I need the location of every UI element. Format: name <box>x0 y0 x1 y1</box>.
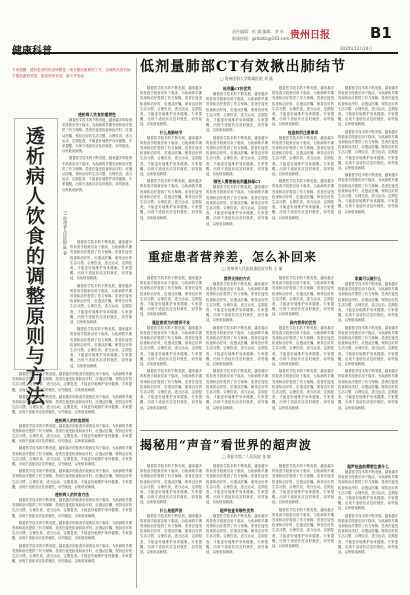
body-paragraph: 随着医学技术的不断发展，越来越多的检查手段被应用于临床，为疾病的早期发现和治疗提供了有力保障。患者在接受检查和治疗时，应遵从医嘱，保持良好的生活习惯，合理饮食，适当运动，定期复查，才能更好地维护身体健康。专家提醒，出现不适症状应及时就医，切勿拖延，以免耽误病情。 <box>272 369 334 410</box>
body-paragraph: 随着医学技术的不断发展，越来越多的检查手段被应用于临床，为疾病的早期发现和治疗提供了有力保障。患者在接受检查和治疗时，应遵从医嘱，保持良好的生活习惯，合理饮食，适当运动，定期复查，才能更好地维护身体健康。专家提醒，出现不适症状应及时就医，切勿拖延，以免耽误病情。 <box>206 369 268 410</box>
article1-byline: □ 贵州医科大学附属医院 刘 燕 <box>220 76 273 81</box>
left-article-title: 透析病人饮食的调整原则与方法 <box>23 126 45 406</box>
column-divider <box>136 58 137 588</box>
article3-subhead-1: 什么是超声波 <box>159 507 183 513</box>
article1-col-3 <box>272 86 334 236</box>
page-number: B1 <box>370 24 392 42</box>
body-paragraph: 随着医学技术的不断发展，越来越多的检查手段被应用于临床，为疾病的早期发现和治疗提供了有力保障。患者在接受检查和治疗时，应遵从医嘱，保持良好的生活习惯，合理饮食，适当运动，定期复查，才能更好地维护身体健康。专家提醒，出现不适症状应及时就医，切勿拖延，以免耽误病情。 <box>12 469 132 489</box>
left-subhead-3: 透析病人的饮食方法 <box>54 492 90 498</box>
body-paragraph: 随着医学技术的不断发展，越来越多的检查手段被应用于临床，为疾病的早期发现和治疗提供了有力保障。患者在接受检查和治疗时，应遵从医嘱，保持良好的生活习惯，合理饮食，适当运动，定期复查，才能更好地维护身体健康。专家提醒，出现不适症状应及时就医，切勿拖延，以免耽误病情。 <box>12 498 132 518</box>
header-rule <box>12 52 398 54</box>
article1-subhead-1: 什么是肺结节 <box>159 129 183 135</box>
article3-col-1 <box>140 464 202 588</box>
article-divider <box>140 240 398 241</box>
body-paragraph: 随着医学技术的不断发展，越来越多的检查手段被应用于临床，为疾病的早期发现和治疗提供了有力保障。患者在接受检查和治疗时，应遵从医嘱，保持良好的生活习惯，合理饮食，适当运动，定期复查，才能更好地维护身体健康。专家提醒，出现不适症状应及时就医，切勿拖延，以免耽误病情。 <box>272 464 334 505</box>
article3-col-4 <box>338 464 398 588</box>
date-line: 2020年12月24日 <box>340 46 373 51</box>
left-text-top <box>62 112 132 204</box>
body-paragraph: 随着医学技术的不断发展，越来越多的检查手段被应用于临床，为疾病的早期发现和治疗提供了有力保障。患者在接受检查和治疗时，应遵从医嘱，保持良好的生活习惯，合理饮食，适当运动，定期复查，才能更好地维护身体健康。专家提醒，出现不适症状应及时就医，切勿拖延，以免耽误病情。 <box>70 327 132 368</box>
body-paragraph: 随着医学技术的不断发展，越来越多的检查手段被应用于临床，为疾病的早期发现和治疗提供了有力保障。患者在接受检查和治疗时，应遵从医嘱，保持良好的生活习惯，合理饮食，适当运动，定期复查，才能更好地维护身体健康。专家提醒，出现不适症状应及时就医，切勿拖延，以免耽误病情。 <box>140 86 202 127</box>
body-paragraph: 随着医学技术的不断发展，越来越多的检查手段被应用于临床，为疾病的早期发现和治疗提供了有力保障。患者在接受检查和治疗时，应遵从医嘱，保持良好的生活习惯，合理饮食，适当运动，定期复查，才能更好地维护身体健康。专家提醒，出现不适症状应及时就医，切勿拖延，以免耽误病情。 <box>206 325 268 367</box>
body-paragraph: 随着医学技术的不断发展，越来越多的检查手段被应用于临床，为疾病的早期发现和治疗提供了有力保障。患者在接受检查和治疗时，应遵从医嘱，保持良好的生活习惯，合理饮食，适当运动，定期复查，才能更好地维护身体健康。专家提醒，出现不适症状应及时就医，切勿拖延，以免耽误病情。 <box>338 325 398 367</box>
article2-subhead-4: 家属可以做什么 <box>354 276 382 281</box>
article2-subhead-1: 重症患者为何营养不良 <box>152 319 190 325</box>
body-paragraph: 随着医学技术的不断发展，越来越多的检查手段被应用于临床，为疾病的早期发现和治疗提供了有力保障。患者在接受检查和治疗时，应遵从医嘱，保持良好的生活习惯，合理饮食，适当运动，定期复查，才能更好地维护身体健康。专家提醒，出现不适症状应及时就医，切勿拖延，以免耽误病情。 <box>272 135 334 177</box>
body-paragraph: 随着医学技术的不断发展，越来越多的检查手段被应用于临床，为疾病的早期发现和治疗提供了有力保障。患者在接受检查和治疗时，应遵从医嘱，保持良好的生活习惯，合理饮食，适当运动，定期复查，才能更好地维护身体健康。专家提醒，出现不适症状应及时就医，切勿拖延，以免耽误病情。 <box>140 325 202 367</box>
body-paragraph: 随着医学技术的不断发展，越来越多的检查手段被应用于临床，为疾病的早期发现和治疗提供了有力保障。患者在接受检查和治疗时，应遵从医嘱，保持良好的生活习惯，合理饮食，适当运动，定期复查，才能更好地维护身体健康。专家提醒，出现不适症状应及时就医，切勿拖延，以免耽误病情。 <box>70 240 132 281</box>
left-intro: 专家提醒：透析患者的饮食调整是一项长期而重要的工作，合理的饮食有助于提高透析效果、改善营养状况、减少并发症。 <box>12 68 131 78</box>
left-text-bottom <box>12 372 132 587</box>
body-paragraph: 随着医学技术的不断发展，越来越多的检查手段被应用于临床，为疾病的早期发现和治疗提供了有力保障。患者在接受检查和治疗时，应遵从医嘱，保持良好的生活习惯，合理饮食，适当运动，定期复查，才能更好地维护身体健康。专家提醒，出现不适症状应及时就医，切勿拖延，以免耽误病情。 <box>140 513 202 555</box>
body-paragraph: 随着医学技术的不断发展，越来越多的检查手段被应用于临床，为疾病的早期发现和治疗提供了有力保障。患者在接受检查和治疗时，应遵从医嘱，保持良好的生活习惯，合理饮食，适当运动，定期复查，才能更好地维护身体健康。专家提醒，出现不适症状应及时就医，切勿拖延，以免耽误病情。 <box>338 369 398 410</box>
article3-subhead-2: 超声检查有哪些优势 <box>219 507 255 513</box>
body-paragraph: 随着医学技术的不断发展，越来越多的检查手段被应用于临床，为疾病的早期发现和治疗提供了有力保障。患者在接受检查和治疗时，应遵从医嘱，保持良好的生活习惯，合理饮食，适当运动，定期复查，才能更好地维护身体健康。专家提醒，出现不适症状应及时就医，切勿拖延，以免耽误病情。 <box>140 369 202 410</box>
body-paragraph: 随着医学技术的不断发展，越来越多的检查手段被应用于临床，为疾病的早期发现和治疗提供了有力保障。患者在接受检查和治疗时，应遵从医嘱，保持良好的生活习惯，合理饮食，适当运动，定期复查，才能更好地维护身体健康。专家提醒，出现不适症状应及时就医，切勿拖延，以免耽误病情。 <box>272 179 334 220</box>
body-paragraph: 随着医学技术的不断发展，越来越多的检查手段被应用于临床，为疾病的早期发现和治疗提供了有力保障。患者在接受检查和治疗时，应遵从医嘱，保持良好的生活习惯，合理饮食，适当运动，定期复查，才能更好地维护身体健康。专家提醒，出现不适症状应及时就医，切勿拖延，以免耽误病情。 <box>62 156 132 192</box>
article1-subhead-3: 哪些人需要做低剂量肺部CT <box>213 179 261 185</box>
article2-subhead-3: 肠内营养的优势 <box>289 319 317 325</box>
body-paragraph: 随着医学技术的不断发展，越来越多的检查手段被应用于临床，为疾病的早期发现和治疗提供了有力保障。患者在接受检查和治疗时，应遵从医嘱，保持良好的生活习惯，合理饮食，适当运动，定期复查，才能更好地维护身体健康。专家提醒，出现不适症状应及时就医，切勿拖延，以免耽误病情。 <box>12 423 132 444</box>
article3-subhead-3: 超声检查前需要注意什么 <box>347 464 389 469</box>
article2-col-3 <box>272 276 334 428</box>
article2-col-1 <box>140 276 202 428</box>
body-paragraph: 随着医学技术的不断发展，越来越多的检查手段被应用于临床，为疾病的早期发现和治疗提供了有力保障。患者在接受检查和治疗时，应遵从医嘱，保持良好的生活习惯，合理饮食，适当运动，定期复查，才能更好地维护身体健康。专家提醒，出现不适症状应及时就医，切勿拖延，以免耽误病情。 <box>62 118 132 154</box>
body-paragraph: 随着医学技术的不断发展，越来越多的检查手段被应用于临床，为疾病的早期发现和治疗提供了有力保障。患者在接受检查和治疗时，应遵从医嘱，保持良好的生活习惯，合理饮食，适当运动，定期复查，才能更好地维护身体健康。专家提醒，出现不适症状应及时就医，切勿拖延，以免耽误病情。 <box>140 464 202 505</box>
article2-col-4 <box>338 276 398 428</box>
article3-byline: □ 贵阳市第二人民医院 张 敏 <box>222 454 271 459</box>
body-paragraph: 随着医学技术的不断发展，越来越多的检查手段被应用于临床，为疾病的早期发现和治疗提供了有力保障。患者在接受检查和治疗时，应遵从医嘱，保持良好的生活习惯，合理饮食，适当运动，定期复查，才能更好地维护身体健康。专家提醒，出现不适症状应及时就医，切勿拖延，以免耽误病情。 <box>206 185 268 226</box>
body-paragraph: 随着医学技术的不断发展，越来越多的检查手段被应用于临床，为疾病的早期发现和治疗提供了有力保障。患者在接受检查和治疗时，应遵从医嘱，保持良好的生活习惯，合理饮食，适当运动，定期复查，才能更好地维护身体健康。专家提醒，出现不适症状应及时就医，切勿拖延，以免耽误病情。 <box>70 283 132 325</box>
body-paragraph: 随着医学技术的不断发展，越来越多的检查手段被应用于临床，为疾病的早期发现和治疗提供了有力保障。患者在接受检查和治疗时，应遵从医嘱，保持良好的生活习惯，合理饮食，适当运动，定期复查，才能更好地维护身体健康。专家提醒，出现不适症状应及时就医，切勿拖延，以免耽误病情。 <box>12 446 132 467</box>
masthead-logo: 贵州日报 <box>290 30 330 41</box>
body-paragraph: 随着医学技术的不断发展，越来越多的检查手段被应用于临床，为疾病的早期发现和治疗提供了有力保障。患者在接受检查和治疗时，应遵从医嘱，保持良好的生活习惯，合理饮食，适当运动，定期复查，才能更好地维护身体健康。专家提醒，出现不适症状应及时就医，切勿拖延，以免耽误病情。 <box>140 179 202 220</box>
article-divider <box>140 430 398 431</box>
article3-col-2 <box>206 464 268 588</box>
email-line: 新闻热线：gzrbzkb@163.com <box>232 36 290 41</box>
article1-subhead-4: 检查前的注意事项 <box>287 129 319 135</box>
article2-subhead-2: 营养支持的方式 <box>223 276 251 281</box>
body-paragraph: 随着医学技术的不断发展，越来越多的检查手段被应用于临床，为疾病的早期发现和治疗提供了有力保障。患者在接受检查和治疗时，应遵从医嘱，保持良好的生活习惯，合理饮食，适当运动，定期复查，才能更好地维护身体健康。专家提醒，出现不适症状应及时就医，切勿拖延，以免耽误病情。 <box>206 513 268 555</box>
body-paragraph: 随着医学技术的不断发展，越来越多的检查手段被应用于临床，为疾病的早期发现和治疗提供了有力保障。患者在接受检查和治疗时，应遵从医嘱，保持良好的生活习惯，合理饮食，适当运动，定期复查，才能更好地维护身体健康。专家提醒，出现不适症状应及时就医，切勿拖延，以免耽误病情。 <box>272 325 334 367</box>
editor-line: 责任编辑：彭 斌 编辑：李 东 <box>232 29 284 34</box>
body-paragraph: 随着医学技术的不断发展，越来越多的检查手段被应用于临床，为疾病的早期发现和治疗提供了有力保障。患者在接受检查和治疗时，应遵从医嘱，保持良好的生活习惯，合理饮食，适当运动，定期复查，才能更好地维护身体健康。专家提醒，出现不适症状应及时就医，切勿拖延，以免耽误病情。 <box>12 372 132 392</box>
article1-col-2 <box>206 86 268 236</box>
body-paragraph: 随着医学技术的不断发展，越来越多的检查手段被应用于临床，为疾病的早期发现和治疗提供了有力保障。患者在接受检查和治疗时，应遵从医嘱，保持良好的生活习惯，合理饮食，适当运动，定期复查，才能更好地维护身体健康。专家提醒，出现不适症状应及时就医，切勿拖延，以免耽误病情。 <box>140 276 202 317</box>
body-paragraph: 随着医学技术的不断发展，越来越多的检查手段被应用于临床，为疾病的早期发现和治疗提供了有力保障。患者在接受检查和治疗时，应遵从医嘱，保持良好的生活习惯，合理饮食，适当运动，定期复查，才能更好地维护身体健康。专家提醒，出现不适症状应及时就医，切勿拖延，以免耽误病情。 <box>338 129 398 171</box>
body-paragraph: 随着医学技术的不断发展，越来越多的检查手段被应用于临床，为疾病的早期发现和治疗提供了有力保障。患者在接受检查和治疗时，应遵从医嘱，保持良好的生活习惯，合理饮食，适当运动，定期复查，才能更好地维护身体健康。专家提醒，出现不适症状应及时就医，切勿拖延，以免耽误病情。 <box>338 282 398 323</box>
body-paragraph: 随着医学技术的不断发展，越来越多的检查手段被应用于临床，为疾病的早期发现和治疗提供了有力保障。患者在接受检查和治疗时，应遵从医嘱，保持良好的生活习惯，合理饮食，适当运动，定期复查，才能更好地维护身体健康。专家提醒，出现不适症状应及时就医，切勿拖延，以免耽误病情。 <box>338 86 398 127</box>
body-paragraph: 随着医学技术的不断发展，越来越多的检查手段被应用于临床，为疾病的早期发现和治疗提供了有力保障。患者在接受检查和治疗时，应遵从医嘱，保持良好的生活习惯，合理饮食，适当运动，定期复查，才能更好地维护身体健康。专家提醒，出现不适症状应及时就医，切勿拖延，以免耽误病情。 <box>206 282 268 323</box>
left-subhead-1: 透析病人饮食的重要性 <box>78 112 116 117</box>
body-paragraph: 随着医学技术的不断发展，越来越多的检查手段被应用于临床，为疾病的早期发现和治疗提供了有力保障。患者在接受检查和治疗时，应遵从医嘱，保持良好的生活习惯，合理饮食，适当运动，定期复查，才能更好地维护身体健康。专家提醒，出现不适症状应及时就医，切勿拖延，以免耽误病情。 <box>206 464 268 505</box>
article2-col-2 <box>206 276 268 428</box>
body-paragraph: 随着医学技术的不断发展，越来越多的检查手段被应用于临床，为疾病的早期发现和治疗提供了有力保障。患者在接受检查和治疗时，应遵从医嘱，保持良好的生活习惯，合理饮食，适当运动，定期复查，才能更好地维护身体健康。专家提醒，出现不适症状应及时就医，切勿拖延，以免耽误病情。 <box>338 513 398 555</box>
body-paragraph: 随着医学技术的不断发展，越来越多的检查手段被应用于临床，为疾病的早期发现和治疗提供了有力保障。患者在接受检查和治疗时，应遵从医嘱，保持良好的生活习惯，合理饮食，适当运动，定期复查，才能更好地维护身体健康。专家提醒，出现不适症状应及时就医，切勿拖延，以免耽误病情。 <box>206 92 268 133</box>
article1-col-1 <box>140 86 202 236</box>
body-paragraph: 随着医学技术的不断发展，越来越多的检查手段被应用于临床，为疾病的早期发现和治疗提供了有力保障。患者在接受检查和治疗时，应遵从医嘱，保持良好的生活习惯，合理饮食，适当运动，定期复查，才能更好地维护身体健康。专家提醒，出现不适症状应及时就医，切勿拖延，以免耽误病情。 <box>272 86 334 127</box>
article3-title: 揭秘用“声音”看世界的超声波 <box>140 438 312 452</box>
body-paragraph: 随着医学技术的不断发展，越来越多的检查手段被应用于临床，为疾病的早期发现和治疗提供了有力保障。患者在接受检查和治疗时，应遵从医嘱，保持良好的生活习惯，合理饮食，适当运动，定期复查，才能更好地维护身体健康。专家提醒，出现不适症状应及时就医，切勿拖延，以免耽误病情。 <box>338 173 398 214</box>
article2-byline: □ 贵州省人民医院重症医学科 王 丽 <box>222 266 283 271</box>
body-paragraph: 随着医学技术的不断发展，越来越多的检查手段被应用于临床，为疾病的早期发现和治疗提供了有力保障。患者在接受检查和治疗时，应遵从医嘱，保持良好的生活习惯，合理饮食，适当运动，定期复查，才能更好地维护身体健康。专家提醒，出现不适症状应及时就医，切勿拖延，以免耽误病情。 <box>12 520 132 541</box>
body-paragraph: 随着医学技术的不断发展，越来越多的检查手段被应用于临床，为疾病的早期发现和治疗提供了有力保障。患者在接受检查和治疗时，应遵从医嘱，保持良好的生活习惯，合理饮食，适当运动，定期复查，才能更好地维护身体健康。专家提醒，出现不适症状应及时就医，切勿拖延，以免耽误病情。 <box>140 135 202 177</box>
body-paragraph: 随着医学技术的不断发展，越来越多的检查手段被应用于临床，为疾病的早期发现和治疗提供了有力保障。患者在接受检查和治疗时，应遵从医嘱，保持良好的生活习惯，合理饮食，适当运动，定期复查，才能更好地维护身体健康。专家提醒，出现不适症状应及时就医，切勿拖延，以免耽误病情。 <box>12 394 132 415</box>
body-paragraph: 随着医学技术的不断发展，越来越多的检查手段被应用于临床，为疾病的早期发现和治疗提供了有力保障。患者在接受检查和治疗时，应遵从医嘱，保持良好的生活习惯，合理饮食，适当运动，定期复查，才能更好地维护身体健康。专家提醒，出现不适症状应及时就医，切勿拖延，以免耽误病情。 <box>12 543 132 564</box>
body-paragraph: 随着医学技术的不断发展，越来越多的检查手段被应用于临床，为疾病的早期发现和治疗提供了有力保障。患者在接受检查和治疗时，应遵从医嘱，保持良好的生活习惯，合理饮食，适当运动，定期复查，才能更好地维护身体健康。专家提醒，出现不适症状应及时就医，切勿拖延，以免耽误病情。 <box>272 507 334 549</box>
left-subhead-2: 透析病人的饮食原则 <box>54 417 90 423</box>
body-paragraph: 随着医学技术的不断发展，越来越多的检查手段被应用于临床，为疾病的早期发现和治疗提供了有力保障。患者在接受检查和治疗时，应遵从医嘱，保持良好的生活习惯，合理饮食，适当运动，定期复查，才能更好地维护身体健康。专家提醒，出现不适症状应及时就医，切勿拖延，以免耽误病情。 <box>206 135 268 177</box>
left-text-mid <box>70 240 132 368</box>
article1-col-4 <box>338 86 398 236</box>
left-author: □ 贵州省人民医院 陈 春 <box>63 210 68 255</box>
article1-subhead-2: 低剂量CT的优势 <box>222 86 252 91</box>
section-name <box>12 42 52 57</box>
body-paragraph: 随着医学技术的不断发展，越来越多的检查手段被应用于临床，为疾病的早期发现和治疗提供了有力保障。患者在接受检查和治疗时，应遵从医嘱，保持良好的生活习惯，合理饮食，适当运动，定期复查，才能更好地维护身体健康。专家提醒，出现不适症状应及时就医，切勿拖延，以免耽误病情。 <box>338 470 398 511</box>
article1-title: 低剂量肺部CT有效揪出肺结节 <box>140 59 347 75</box>
body-paragraph: 随着医学技术的不断发展，越来越多的检查手段被应用于临床，为疾病的早期发现和治疗提供了有力保障。患者在接受检查和治疗时，应遵从医嘱，保持良好的生活习惯，合理饮食，适当运动，定期复查，才能更好地维护身体健康。专家提醒，出现不适症状应及时就医，切勿拖延，以免耽误病情。 <box>272 276 334 317</box>
article2-title: 重症患者营养差，怎么补回来 <box>148 250 318 264</box>
article3-col-3 <box>272 464 334 588</box>
